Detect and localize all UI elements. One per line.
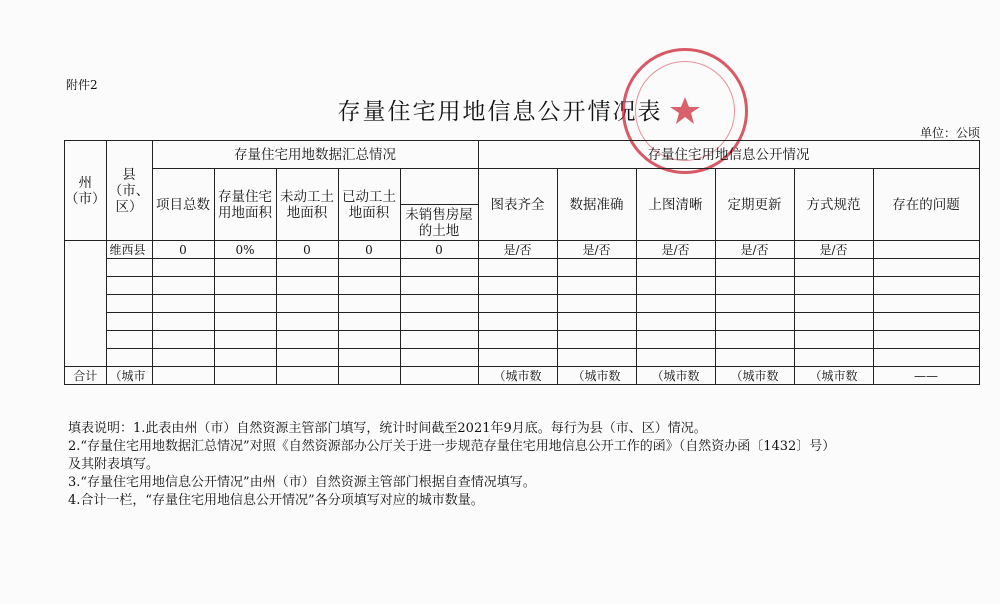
header-summary-group: 存量住宅用地数据汇总情况: [152, 141, 478, 169]
total-county: （城市: [106, 367, 152, 385]
cell-map-clear: 是/否: [636, 241, 715, 259]
total-charts-complete: （城市数: [478, 367, 557, 385]
header-format-standard: 方式规范: [794, 169, 873, 241]
fill-instructions: [68, 420, 988, 510]
note-line: 及其附表填写。: [68, 457, 160, 472]
disclosure-table: [64, 140, 980, 385]
total-data-accurate: （城市数: [557, 367, 636, 385]
table-row: [65, 349, 980, 367]
header-county: 县（市、区）: [106, 141, 152, 241]
header-started-area: 已动工土地面积: [338, 169, 400, 241]
header-state: 州（市）: [65, 141, 107, 241]
header-project-count: 项目总数: [152, 169, 214, 241]
cell-data-accurate: 是/否: [557, 241, 636, 259]
table-row: [65, 259, 980, 277]
table-row: [65, 331, 980, 349]
note-line: 2.“存量住宅用地数据汇总情况”对照《自然资源部办公厅关于进一步规范存量住宅用地信息公开工作的函》（自然资办函〔1432〕号）: [68, 439, 836, 454]
total-regular-update: （城市数: [715, 367, 794, 385]
table-row: [65, 277, 980, 295]
cell-unstarted-area: 0: [276, 241, 338, 259]
total-label: 合计: [65, 367, 107, 385]
cell-charts-complete: 是/否: [478, 241, 557, 259]
header-unsold-area: 未销售房屋的土地: [400, 205, 478, 241]
header-stock-area: 存量住宅用地面积: [214, 169, 276, 241]
total-map-clear: （城市数: [636, 367, 715, 385]
cell-issues: [873, 241, 979, 259]
cell-project-count: 0: [152, 241, 214, 259]
note-line: 4.合计一栏，“存量住宅用地信息公开情况”各分项填写对应的城市数量。: [68, 493, 484, 508]
note-line: 填表说明：1.此表由州（市）自然资源主管部门填写，统计时间截至2021年9月底。每行为县（市、区）情况。: [68, 421, 707, 436]
cell-format-standard: 是/否: [794, 241, 873, 259]
table-row: [65, 241, 980, 259]
header-regular-update: 定期更新: [715, 169, 794, 241]
table-row: [65, 313, 980, 331]
cell-stock-area: 0%: [214, 241, 276, 259]
total-issues: ——: [873, 367, 979, 385]
cell-unsold-area: 0: [400, 241, 478, 259]
header-data-accurate: 数据准确: [557, 169, 636, 241]
total-row: [65, 367, 980, 385]
header-charts-complete: 图表齐全: [478, 169, 557, 241]
page-title: 存量住宅用地信息公开情况表: [337, 99, 663, 125]
header-map-clear: 上图清晰: [636, 169, 715, 241]
note-line: 3.“存量住宅用地信息公开情况”由州（市）自然资源主管部门根据自查情况填写。: [68, 475, 536, 490]
cell-regular-update: 是/否: [715, 241, 794, 259]
unit-label: 单位：公顷: [919, 126, 980, 140]
cell-started-area: 0: [338, 241, 400, 259]
header-issues: 存在的问题: [873, 169, 979, 241]
attachment-label: 附件2: [66, 78, 98, 92]
cell-county: 维西县: [106, 241, 152, 259]
header-unstarted-area: 未动工土地面积: [276, 169, 338, 241]
table-row: [65, 295, 980, 313]
total-format-standard: （城市数: [794, 367, 873, 385]
header-disclosure-group: 存量住宅用地信息公开情况: [478, 141, 979, 169]
